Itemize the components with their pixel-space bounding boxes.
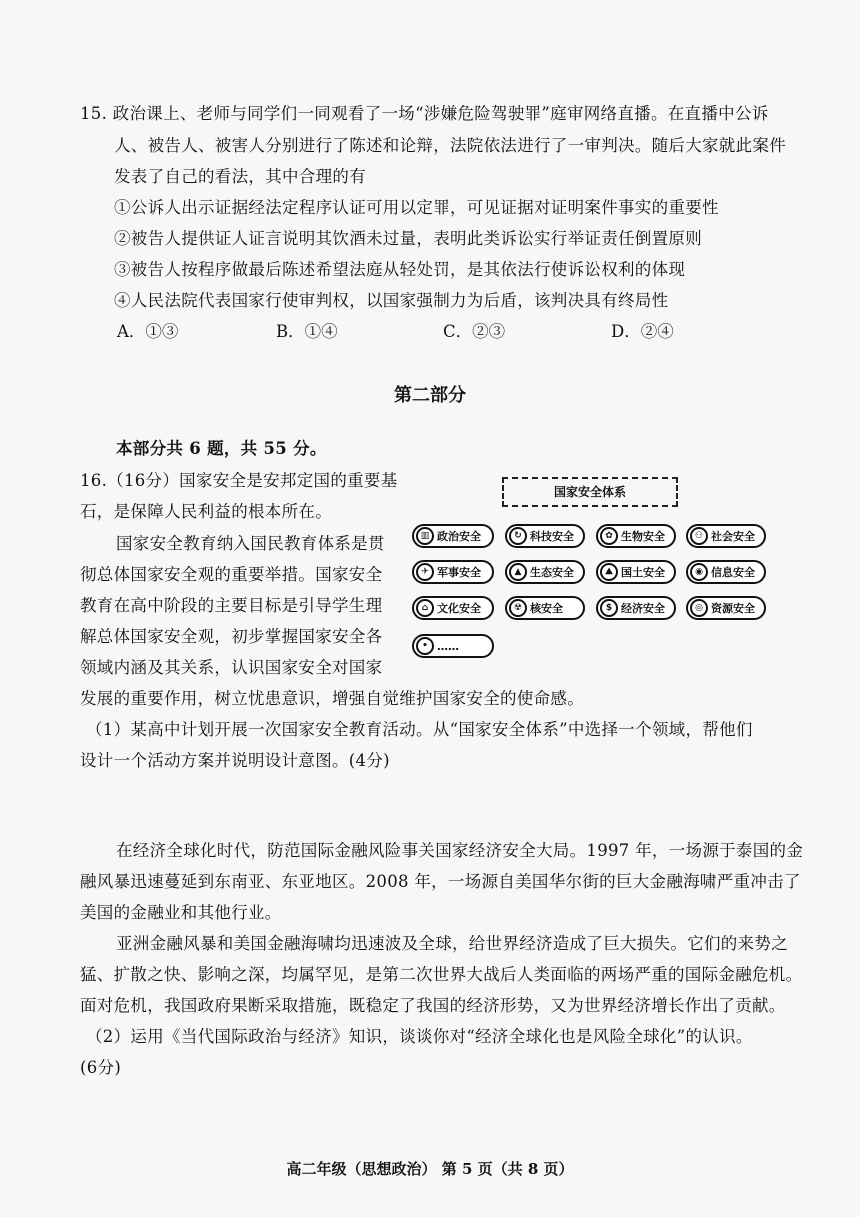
q16-line-8: 发展的重要作用，树立忧患意识，增强自觉维护国家安全的使命感。 — [80, 689, 584, 708]
diagram-item-biology: ✿ 生物安全 — [596, 524, 676, 548]
q15-line-1: 15. 政治课上、老师与同学们一同观看了一场“涉嫌危险驾驶罪”庭审网络直播。在直播中公诉 — [80, 104, 769, 123]
government-building-icon: ▥ — [416, 527, 434, 545]
diagram-item-ecology: ▲ 生态安全 — [505, 560, 585, 584]
diagram-item-culture: ⌂ 文化安全 — [412, 596, 494, 620]
culture-icon: ⌂ — [416, 599, 434, 617]
q16-material-line-2: 融风暴迅速蔓延到东南亚、东亚地区。2008 年，一场源自美国华尔街的巨大金融海啸严重冲击了 — [80, 872, 801, 891]
q16-material-line-5: 猛、扩散之快、影响之深，均属罕见，是第二次世界大战后人类面临的两场严重的国际金融危机。 — [80, 965, 803, 984]
q15-choice-1: ①公诉人出示证据经法定程序认证可用以定罪，可见证据对证明案件事实的重要性 — [114, 198, 719, 217]
diagram-item-more: • …… — [412, 634, 494, 658]
page-footer: 高二年级（思想政治） 第 5 页（共 8 页） — [286, 1160, 574, 1178]
territory-icon: ⛰ — [600, 563, 618, 581]
q16-line-7: 领域内涵及其关系，认识国家安全对国家 — [80, 658, 383, 677]
q15-choice-4: ④人民法院代表国家行使审判权，以国家强制力为后盾，该判决具有终局性 — [114, 291, 669, 310]
q16-line-5: 教育在高中阶段的主要目标是引导学生理 — [80, 596, 383, 615]
biology-icon: ✿ — [600, 527, 618, 545]
society-icon: ⚇ — [690, 527, 708, 545]
diagram-item-political: ▥ 政治安全 — [412, 524, 494, 548]
ellipsis-icon: • — [416, 637, 434, 655]
q16-line-4: 彻总体国家安全观的重要举措。国家安全 — [80, 565, 383, 584]
q16-sub1-line-1: （1）某高中计划开展一次国家安全教育活动。从“国家安全体系”中选择一个领域，帮他们 — [86, 720, 753, 739]
nuclear-icon: ☢ — [509, 599, 527, 617]
q15-line-3: 发表了自己的看法，其中合理的有 — [114, 167, 366, 186]
information-icon: ◉ — [690, 563, 708, 581]
q16-line-6: 解总体国家安全观，初步掌握国家安全各 — [80, 627, 383, 646]
diagram-item-resource: ◎ 资源安全 — [686, 596, 766, 620]
q15-option-d: D．②④ — [611, 322, 674, 341]
diagram-item-military: ✈ 军事安全 — [412, 560, 494, 584]
q16-line-1: 16.（16分）国家安全是安邦定国的重要基 — [80, 471, 398, 490]
diagram-item-territory: ⛰ 国土安全 — [596, 560, 676, 584]
diagram-item-economy: $ 经济安全 — [596, 596, 676, 620]
q15-choice-2: ②被告人提供证人证言说明其饮酒未过量，表明此类诉讼实行举证责任倒置原则 — [114, 229, 702, 248]
q15-option-c: C．②③ — [443, 322, 506, 341]
q16-material-line-4: 亚洲金融风暴和美国金融海啸均迅速波及全球，给世界经济造成了巨大损失。它们的来势之 — [116, 934, 788, 953]
resource-icon: ◎ — [690, 599, 708, 617]
q15-choice-3: ③被告人按程序做最后陈述希望法庭从轻处罚，是其依法行使诉讼权利的体现 — [114, 260, 686, 279]
q16-line-2: 石，是保障人民利益的根本所在。 — [80, 502, 332, 521]
part2-intro: 本部分共 6 题，共 55 分。 — [116, 439, 327, 458]
q15-option-b: B．①④ — [276, 322, 338, 341]
q15-option-a: A．①③ — [117, 322, 179, 341]
diagram-item-nuclear: ☢ 核安全 — [505, 596, 585, 620]
tree-icon: ▲ — [509, 563, 527, 581]
q16-sub2-line-2: (6分) — [80, 1058, 122, 1077]
diagram-title: 国家安全体系 — [502, 477, 678, 507]
aircraft-icon: ✈ — [416, 563, 434, 581]
q16-sub1-line-2: 设计一个活动方案并说明设计意图。(4分) — [80, 751, 390, 770]
diagram-item-technology: ↻ 科技安全 — [505, 524, 585, 548]
q16-material-line-6: 面对危机，我国政府果断采取措施，既稳定了我国的经济形势，又为世界经济增长作出了贡献。 — [80, 996, 786, 1015]
part2-title: 第二部分 — [394, 385, 466, 406]
q15-line-2: 人、被告人、被害人分别进行了陈述和论辩，法院依法进行了一审判决。随后大家就此案件 — [114, 136, 786, 155]
technology-icon: ↻ — [509, 527, 527, 545]
q16-material-line-3: 美国的金融业和其他行业。 — [80, 903, 282, 922]
q16-material-line-1: 在经济全球化时代，防范国际金融风险事关国家经济安全大局。1997 年，一场源于泰国的金 — [116, 841, 804, 860]
q16-line-3: 国家安全教育纳入国民教育体系是贯 — [116, 534, 385, 553]
diagram-item-information: ◉ 信息安全 — [686, 560, 766, 584]
q16-sub2-line-1: （2）运用《当代国际政治与经济》知识，谈谈你对“经济全球化也是风险全球化”的认识。 — [86, 1027, 753, 1046]
diagram-item-society: ⚇ 社会安全 — [686, 524, 766, 548]
money-icon: $ — [600, 599, 618, 617]
